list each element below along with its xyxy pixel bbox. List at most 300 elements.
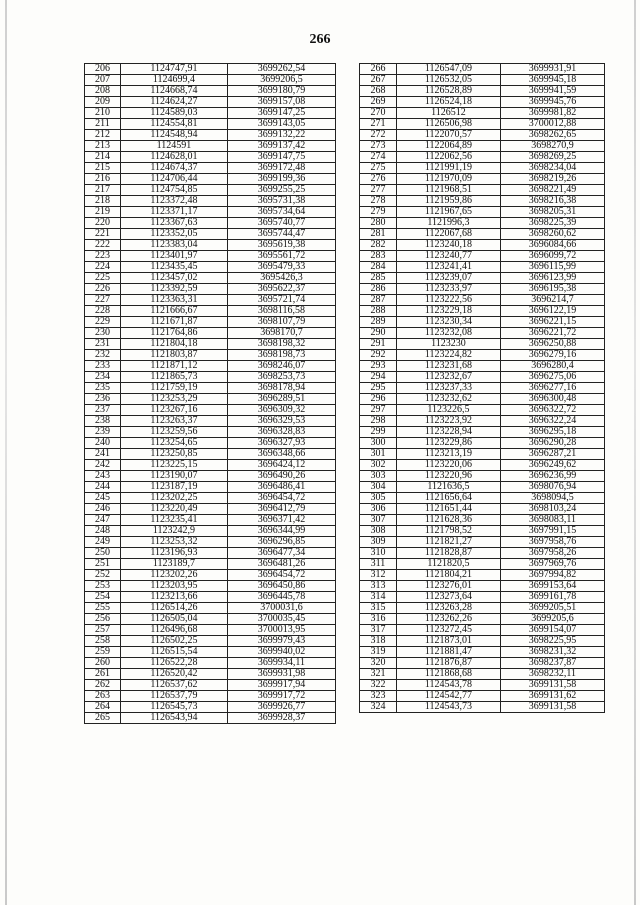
table-row (360, 97, 605, 108)
table-row (85, 339, 336, 350)
point-number-cell: 289 (360, 317, 397, 328)
point-number-cell: 231 (85, 339, 121, 350)
x-coordinate-cell: 1124747,91 (121, 64, 228, 75)
y-coordinate-cell: 3696322,24 (501, 416, 605, 427)
x-coordinate-cell: 1124706,44 (121, 174, 228, 185)
y-coordinate-cell: 3696300,48 (501, 394, 605, 405)
point-number-cell: 207 (85, 75, 121, 86)
y-coordinate-cell: 3696249,62 (501, 460, 605, 471)
table-row (360, 108, 605, 119)
y-coordinate-cell: 3696275,06 (501, 372, 605, 383)
y-coordinate-cell: 3698216,38 (501, 196, 605, 207)
x-coordinate-cell: 1123237,33 (397, 383, 501, 394)
x-coordinate-cell: 1126502,25 (121, 636, 228, 647)
y-coordinate-cell: 3700013,95 (228, 625, 336, 636)
y-coordinate-cell: 3696490,26 (228, 471, 336, 482)
y-coordinate-cell: 3695479,33 (228, 262, 336, 273)
point-number-cell: 303 (360, 471, 397, 482)
point-number-cell: 209 (85, 97, 121, 108)
y-coordinate-cell: 3699945,76 (501, 97, 605, 108)
y-coordinate-cell: 3696327,93 (228, 438, 336, 449)
table-row (85, 548, 336, 559)
x-coordinate-cell: 1123240,18 (397, 240, 501, 251)
point-number-cell: 281 (360, 229, 397, 240)
point-number-cell: 285 (360, 273, 397, 284)
x-coordinate-cell: 1123220,49 (121, 504, 228, 515)
y-coordinate-cell: 3697958,26 (501, 548, 605, 559)
table-row (360, 504, 605, 515)
y-coordinate-cell: 3696195,38 (501, 284, 605, 295)
table-row (85, 218, 336, 229)
x-coordinate-cell: 1123372,48 (121, 196, 228, 207)
point-number-cell: 239 (85, 427, 121, 438)
x-coordinate-cell: 1121803,87 (121, 350, 228, 361)
point-number-cell: 264 (85, 702, 121, 713)
y-coordinate-cell: 3696296,85 (228, 537, 336, 548)
y-coordinate-cell: 3698205,31 (501, 207, 605, 218)
x-coordinate-cell: 1123231,68 (397, 361, 501, 372)
y-coordinate-cell: 3698231,32 (501, 647, 605, 658)
y-coordinate-cell: 3699941,59 (501, 86, 605, 97)
point-number-cell: 301 (360, 449, 397, 460)
x-coordinate-cell: 1121865,73 (121, 372, 228, 383)
y-coordinate-cell: 3696290,28 (501, 438, 605, 449)
x-coordinate-cell: 1126537,79 (121, 691, 228, 702)
x-coordinate-cell: 1123224,82 (397, 350, 501, 361)
point-number-cell: 253 (85, 581, 121, 592)
point-number-cell: 241 (85, 449, 121, 460)
y-coordinate-cell: 3695721,74 (228, 295, 336, 306)
table-row (360, 592, 605, 603)
x-coordinate-cell: 1126506,98 (397, 119, 501, 130)
point-number-cell: 318 (360, 636, 397, 647)
point-number-cell: 276 (360, 174, 397, 185)
x-coordinate-cell: 1126545,73 (121, 702, 228, 713)
y-coordinate-cell: 3698076,94 (501, 482, 605, 493)
y-coordinate-cell: 3696214,7 (501, 295, 605, 306)
x-coordinate-cell: 1123190,07 (121, 471, 228, 482)
point-number-cell: 238 (85, 416, 121, 427)
x-coordinate-cell: 1124754,85 (121, 185, 228, 196)
x-coordinate-cell: 1123383,04 (121, 240, 228, 251)
point-number-cell: 254 (85, 592, 121, 603)
x-coordinate-cell: 1124668,74 (121, 86, 228, 97)
y-coordinate-cell: 3696280,4 (501, 361, 605, 372)
table-row (360, 614, 605, 625)
point-number-cell: 314 (360, 592, 397, 603)
point-number-cell: 319 (360, 647, 397, 658)
point-number-cell: 306 (360, 504, 397, 515)
x-coordinate-cell: 1123401,97 (121, 251, 228, 262)
x-coordinate-cell: 1121828,87 (397, 548, 501, 559)
x-coordinate-cell: 1126543,94 (121, 713, 228, 724)
x-coordinate-cell: 1123242,9 (121, 526, 228, 537)
point-number-cell: 229 (85, 317, 121, 328)
y-coordinate-cell: 3696445,78 (228, 592, 336, 603)
y-coordinate-cell: 3699928,37 (228, 713, 336, 724)
table-row (85, 130, 336, 141)
y-coordinate-cell: 3699934,11 (228, 658, 336, 669)
point-number-cell: 292 (360, 350, 397, 361)
point-number-cell: 315 (360, 603, 397, 614)
table-row (85, 295, 336, 306)
x-coordinate-cell: 1123267,16 (121, 405, 228, 416)
x-coordinate-cell: 1123276,01 (397, 581, 501, 592)
y-coordinate-cell: 3699180,79 (228, 86, 336, 97)
point-number-cell: 236 (85, 394, 121, 405)
x-coordinate-cell: 1123352,05 (121, 229, 228, 240)
x-coordinate-cell: 1121967,65 (397, 207, 501, 218)
table-row (360, 515, 605, 526)
y-coordinate-cell: 3699981,82 (501, 108, 605, 119)
y-coordinate-cell: 3696328,83 (228, 427, 336, 438)
y-coordinate-cell: 3699143,05 (228, 119, 336, 130)
table-row (85, 691, 336, 702)
table-row (360, 328, 605, 339)
point-number-cell: 312 (360, 570, 397, 581)
x-coordinate-cell: 1124543,78 (397, 680, 501, 691)
y-coordinate-cell: 3695561,72 (228, 251, 336, 262)
x-coordinate-cell: 1126515,54 (121, 647, 228, 658)
point-number-cell: 302 (360, 460, 397, 471)
point-number-cell: 266 (360, 64, 397, 75)
table-row (85, 108, 336, 119)
table-row (85, 141, 336, 152)
y-coordinate-cell: 3699926,77 (228, 702, 336, 713)
table-row (360, 295, 605, 306)
x-coordinate-cell: 1121871,12 (121, 361, 228, 372)
x-coordinate-cell: 1126496,68 (121, 625, 228, 636)
table-row (85, 570, 336, 581)
y-coordinate-cell: 3699154,07 (501, 625, 605, 636)
x-coordinate-cell: 1122067,68 (397, 229, 501, 240)
x-coordinate-cell: 1123392,59 (121, 284, 228, 295)
table-row (85, 273, 336, 284)
x-coordinate-cell: 1121868,68 (397, 669, 501, 680)
x-coordinate-cell: 1123254,65 (121, 438, 228, 449)
x-coordinate-cell: 1123232,67 (397, 372, 501, 383)
table-row (360, 636, 605, 647)
x-coordinate-cell: 1123435,45 (121, 262, 228, 273)
table-row (85, 350, 336, 361)
point-number-cell: 234 (85, 372, 121, 383)
x-coordinate-cell: 1121636,5 (397, 482, 501, 493)
table-row (85, 174, 336, 185)
point-number-cell: 291 (360, 339, 397, 350)
y-coordinate-cell: 3698232,11 (501, 669, 605, 680)
y-coordinate-cell: 3696348,66 (228, 449, 336, 460)
table-row (85, 416, 336, 427)
x-coordinate-cell: 1123233,97 (397, 284, 501, 295)
y-coordinate-cell: 3698234,04 (501, 163, 605, 174)
point-number-cell: 300 (360, 438, 397, 449)
table-row (360, 460, 605, 471)
point-number-cell: 206 (85, 64, 121, 75)
table-row (360, 394, 605, 405)
x-coordinate-cell: 1124542,77 (397, 691, 501, 702)
x-coordinate-cell: 1126505,04 (121, 614, 228, 625)
table-row (360, 581, 605, 592)
x-coordinate-cell: 1123235,41 (121, 515, 228, 526)
y-coordinate-cell: 3698225,95 (501, 636, 605, 647)
table-row (360, 559, 605, 570)
y-coordinate-cell: 3698116,58 (228, 306, 336, 317)
point-number-cell: 235 (85, 383, 121, 394)
table-row (85, 537, 336, 548)
y-coordinate-cell: 3699137,42 (228, 141, 336, 152)
table-row (360, 449, 605, 460)
y-coordinate-cell: 3698237,87 (501, 658, 605, 669)
point-number-cell: 233 (85, 361, 121, 372)
table-row (85, 152, 336, 163)
y-coordinate-cell: 3696279,16 (501, 350, 605, 361)
table-row (360, 152, 605, 163)
point-number-cell: 249 (85, 537, 121, 548)
x-coordinate-cell: 1121759,19 (121, 383, 228, 394)
table-row (360, 218, 605, 229)
y-coordinate-cell: 3696221,72 (501, 328, 605, 339)
y-coordinate-cell: 3698198,73 (228, 350, 336, 361)
y-coordinate-cell: 3699153,64 (501, 581, 605, 592)
table-row (360, 691, 605, 702)
x-coordinate-cell: 1126532,05 (397, 75, 501, 86)
point-number-cell: 283 (360, 251, 397, 262)
x-coordinate-cell: 1121628,36 (397, 515, 501, 526)
y-coordinate-cell: 3699945,18 (501, 75, 605, 86)
x-coordinate-cell: 1123229,86 (397, 438, 501, 449)
x-coordinate-cell: 1122064,89 (397, 141, 501, 152)
table-row (85, 306, 336, 317)
x-coordinate-cell: 1123202,25 (121, 493, 228, 504)
x-coordinate-cell: 1123262,26 (397, 614, 501, 625)
point-number-cell: 217 (85, 185, 121, 196)
x-coordinate-cell: 1126547,09 (397, 64, 501, 75)
y-coordinate-cell: 3700031,6 (228, 603, 336, 614)
x-coordinate-cell: 1123253,32 (121, 537, 228, 548)
table-row (85, 163, 336, 174)
x-coordinate-cell: 1123225,15 (121, 460, 228, 471)
x-coordinate-cell: 1126522,28 (121, 658, 228, 669)
table-row (85, 526, 336, 537)
table-row (85, 614, 336, 625)
x-coordinate-cell: 1121991,19 (397, 163, 501, 174)
y-coordinate-cell: 3699205,51 (501, 603, 605, 614)
x-coordinate-cell: 1124591 (121, 141, 228, 152)
point-number-cell: 304 (360, 482, 397, 493)
point-number-cell: 311 (360, 559, 397, 570)
table-row (360, 603, 605, 614)
point-number-cell: 211 (85, 119, 121, 130)
point-number-cell: 260 (85, 658, 121, 669)
point-number-cell: 232 (85, 350, 121, 361)
table-row (360, 196, 605, 207)
table-row (360, 471, 605, 482)
point-number-cell: 252 (85, 570, 121, 581)
table-row (360, 141, 605, 152)
x-coordinate-cell: 1123239,07 (397, 273, 501, 284)
point-number-cell: 309 (360, 537, 397, 548)
point-number-cell: 293 (360, 361, 397, 372)
point-number-cell: 310 (360, 548, 397, 559)
table-row (360, 174, 605, 185)
x-coordinate-cell: 1123241,41 (397, 262, 501, 273)
y-coordinate-cell: 3698221,49 (501, 185, 605, 196)
table-row (360, 669, 605, 680)
table-row (360, 570, 605, 581)
y-coordinate-cell: 3698253,73 (228, 372, 336, 383)
coordinate-table-right (359, 63, 605, 713)
point-number-cell: 296 (360, 394, 397, 405)
y-coordinate-cell: 3695734,64 (228, 207, 336, 218)
point-number-cell: 214 (85, 152, 121, 163)
x-coordinate-cell: 1123363,31 (121, 295, 228, 306)
table-row (85, 229, 336, 240)
y-coordinate-cell: 3699917,72 (228, 691, 336, 702)
x-coordinate-cell: 1121804,18 (121, 339, 228, 350)
point-number-cell: 287 (360, 295, 397, 306)
y-coordinate-cell: 3696277,16 (501, 383, 605, 394)
y-coordinate-cell: 3696295,18 (501, 427, 605, 438)
table-row (360, 130, 605, 141)
x-coordinate-cell: 1123263,28 (397, 603, 501, 614)
table-row (360, 163, 605, 174)
table-row (85, 592, 336, 603)
y-coordinate-cell: 3699157,08 (228, 97, 336, 108)
y-coordinate-cell: 3696236,99 (501, 471, 605, 482)
point-number-cell: 210 (85, 108, 121, 119)
table-row (360, 548, 605, 559)
y-coordinate-cell: 3699931,98 (228, 669, 336, 680)
y-coordinate-cell: 3695619,38 (228, 240, 336, 251)
x-coordinate-cell: 1123226,5 (397, 405, 501, 416)
x-coordinate-cell: 1123202,26 (121, 570, 228, 581)
point-number-cell: 308 (360, 526, 397, 537)
y-coordinate-cell: 3699979,43 (228, 636, 336, 647)
x-coordinate-cell: 1122070,57 (397, 130, 501, 141)
x-coordinate-cell: 1123220,96 (397, 471, 501, 482)
table-row (360, 438, 605, 449)
point-number-cell: 224 (85, 262, 121, 273)
x-coordinate-cell: 1124624,27 (121, 97, 228, 108)
y-coordinate-cell: 3696084,66 (501, 240, 605, 251)
table-row (85, 658, 336, 669)
table-row (85, 64, 336, 75)
point-number-cell: 280 (360, 218, 397, 229)
point-number-cell: 250 (85, 548, 121, 559)
table-row (85, 262, 336, 273)
x-coordinate-cell: 1121820,5 (397, 559, 501, 570)
table-row (85, 438, 336, 449)
y-coordinate-cell: 3699255,25 (228, 185, 336, 196)
point-number-cell: 220 (85, 218, 121, 229)
y-coordinate-cell: 3698269,25 (501, 152, 605, 163)
table-row (85, 196, 336, 207)
y-coordinate-cell: 3696099,72 (501, 251, 605, 262)
point-number-cell: 251 (85, 559, 121, 570)
x-coordinate-cell: 1121876,87 (397, 658, 501, 669)
y-coordinate-cell: 3699917,94 (228, 680, 336, 691)
page-number: 266 (309, 32, 331, 47)
y-coordinate-cell: 3696412,79 (228, 504, 336, 515)
x-coordinate-cell: 1124543,73 (397, 702, 501, 713)
x-coordinate-cell: 1123253,29 (121, 394, 228, 405)
x-coordinate-cell: 1121764,86 (121, 328, 228, 339)
y-coordinate-cell: 3699131,58 (501, 702, 605, 713)
table-row (360, 350, 605, 361)
point-number-cell: 298 (360, 416, 397, 427)
y-coordinate-cell: 3698170,7 (228, 328, 336, 339)
point-number-cell: 221 (85, 229, 121, 240)
point-number-cell: 216 (85, 174, 121, 185)
y-coordinate-cell: 3699931,91 (501, 64, 605, 75)
x-coordinate-cell: 1123250,85 (121, 449, 228, 460)
table-row (360, 383, 605, 394)
table-row (85, 328, 336, 339)
x-coordinate-cell: 1121968,51 (397, 185, 501, 196)
x-coordinate-cell: 1123272,45 (397, 625, 501, 636)
table-row (85, 251, 336, 262)
point-number-cell: 268 (360, 86, 397, 97)
table-row (85, 449, 336, 460)
point-number-cell: 226 (85, 284, 121, 295)
table-row (85, 647, 336, 658)
x-coordinate-cell: 1121881,47 (397, 647, 501, 658)
y-coordinate-cell: 3698262,65 (501, 130, 605, 141)
y-coordinate-cell: 3699131,58 (501, 680, 605, 691)
y-coordinate-cell: 3696287,21 (501, 449, 605, 460)
point-number-cell: 237 (85, 405, 121, 416)
table-row (85, 97, 336, 108)
point-number-cell: 317 (360, 625, 397, 636)
y-coordinate-cell: 3696123,99 (501, 273, 605, 284)
table-row (360, 482, 605, 493)
x-coordinate-cell: 1123213,66 (121, 592, 228, 603)
y-coordinate-cell: 3697991,15 (501, 526, 605, 537)
y-coordinate-cell: 3696424,12 (228, 460, 336, 471)
point-number-cell: 282 (360, 240, 397, 251)
x-coordinate-cell: 1123230 (397, 339, 501, 350)
x-coordinate-cell: 1121798,52 (397, 526, 501, 537)
x-coordinate-cell: 1123232,62 (397, 394, 501, 405)
y-coordinate-cell: 3698270,9 (501, 141, 605, 152)
y-coordinate-cell: 3698094,5 (501, 493, 605, 504)
table-row (360, 251, 605, 262)
point-number-cell: 307 (360, 515, 397, 526)
x-coordinate-cell: 1123263,37 (121, 416, 228, 427)
x-coordinate-cell: 1123229,18 (397, 306, 501, 317)
table-row (360, 229, 605, 240)
point-number-cell: 261 (85, 669, 121, 680)
y-coordinate-cell: 3695740,77 (228, 218, 336, 229)
x-coordinate-cell: 1123273,64 (397, 592, 501, 603)
x-coordinate-cell: 1121959,86 (397, 196, 501, 207)
point-number-cell: 263 (85, 691, 121, 702)
x-coordinate-cell: 1123367,63 (121, 218, 228, 229)
x-coordinate-cell: 1124674,37 (121, 163, 228, 174)
point-number-cell: 230 (85, 328, 121, 339)
table-row (360, 262, 605, 273)
point-number-cell: 222 (85, 240, 121, 251)
point-number-cell: 286 (360, 284, 397, 295)
point-number-cell: 208 (85, 86, 121, 97)
table-row (85, 581, 336, 592)
table-row (85, 482, 336, 493)
table-row (85, 515, 336, 526)
y-coordinate-cell: 3696344,99 (228, 526, 336, 537)
x-coordinate-cell: 1121666,67 (121, 306, 228, 317)
point-number-cell: 219 (85, 207, 121, 218)
y-coordinate-cell: 3698260,62 (501, 229, 605, 240)
